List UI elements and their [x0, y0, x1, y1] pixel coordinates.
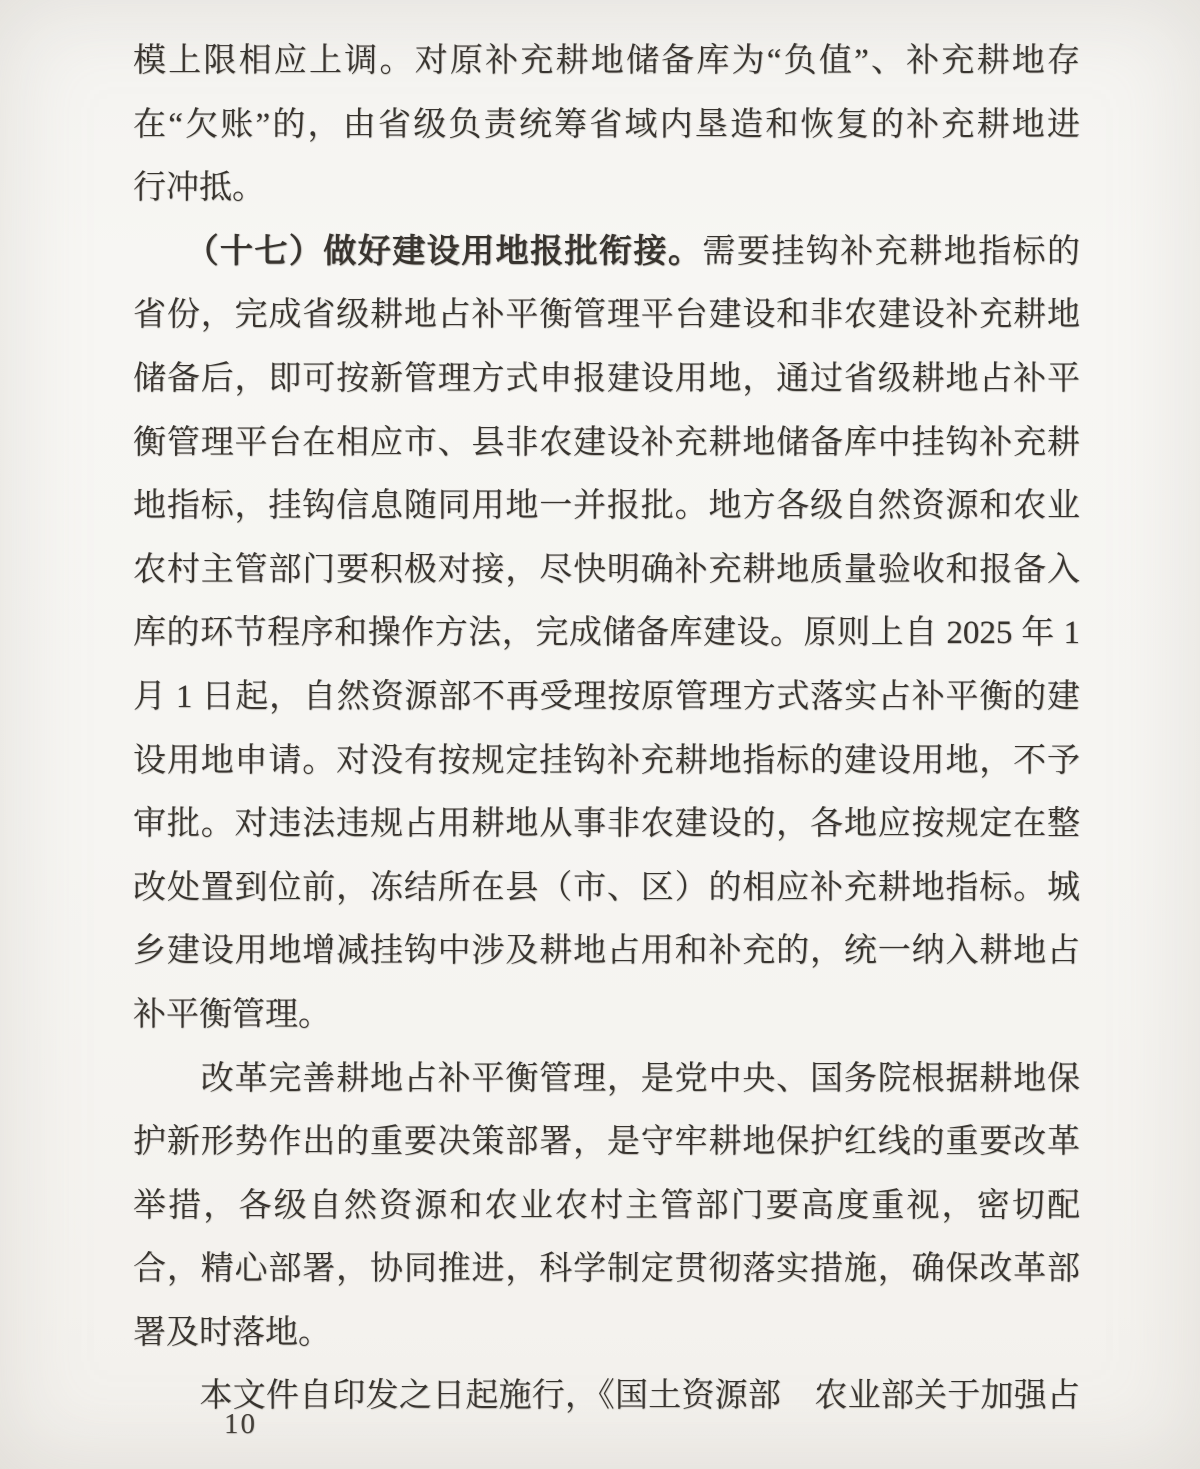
text-line [133, 920, 1080, 984]
text-line [133, 730, 1080, 794]
text-line [133, 157, 1080, 221]
text-line [133, 475, 1080, 539]
body-text: 本文件自印发之日起施行，《国土资源部 农业部关于加强占 [133, 1378, 1080, 1415]
body-text: 举措，各级自然资源和农业农村主管部门要高度重视，密切配 [133, 1187, 1080, 1224]
body-text: 护新形势作出的重要决策部署，是守牢耕地保护红线的重要改革 [133, 1124, 1080, 1161]
text-line [133, 30, 1080, 94]
body-text: 省份，完成省级耕地占补平衡管理平台建设和非农建设补充耕地 [133, 297, 1080, 334]
text-line [133, 1238, 1080, 1302]
body-text: 库的环节程序和操作方法，完成储备库建设。原则上自 2025 年 1 [133, 615, 1080, 652]
text-line [133, 1048, 1080, 1112]
body-text: 乡建设用地增减挂钩中涉及耕地占用和补充的，统一纳入耕地占 [133, 933, 1080, 970]
text-line [133, 1365, 1080, 1429]
text-line [133, 666, 1080, 730]
body-text: 模上限相应上调。对原补充耕地储备库为“负值”、补充耕地存 [133, 43, 1080, 79]
text-line [133, 1111, 1080, 1175]
text-line [133, 284, 1080, 348]
text-line [133, 348, 1080, 412]
body-text: 补平衡管理。 [133, 996, 331, 1033]
body-text: 改革完善耕地占补平衡管理，是党中央、国务院根据耕地保 [133, 1060, 1080, 1097]
body-text: 合，精心部署，协同推进，科学制定贯彻落实措施，确保改革部 [133, 1251, 1080, 1288]
text-line [133, 984, 1080, 1048]
text-line [133, 793, 1080, 857]
text-line [133, 221, 1080, 285]
text-line [133, 857, 1080, 921]
body-text [133, 234, 202, 270]
body-text: 行冲抵。 [133, 170, 265, 207]
text-line [133, 412, 1080, 476]
body-text: 储备后，即可按新管理方式申报建设用地，通过省级耕地占补平 [133, 360, 1080, 397]
document-body [133, 30, 1080, 1429]
body-text: 月 1 日起，自然资源部不再受理按原管理方式落实占补平衡的建 [133, 678, 1080, 715]
text-line [133, 1302, 1080, 1366]
page-number: 10 [224, 1408, 257, 1440]
body-text: 设用地申请。对没有按规定挂钩补充耕地指标的建设用地，不予 [133, 742, 1080, 779]
body-text: 衡管理平台在相应市、县非农建设补充耕地储备库中挂钩补充耕 [133, 424, 1080, 461]
section-heading-text: （十七）做好建设用地报批衔接。 [201, 233, 703, 270]
body-text: 需要挂钩补充耕地指标的 [702, 233, 1080, 270]
body-text: 审批。对违法违规占用耕地从事非农建设的，各地应按规定在整 [133, 806, 1080, 843]
body-text: 署及时落地。 [133, 1314, 331, 1351]
text-line [133, 94, 1080, 158]
body-text: 在“欠账”的，由省级负责统筹省域内垦造和恢复的补充耕地进 [133, 106, 1080, 143]
body-text: 改处置到位前，冻结所在县（市、区）的相应补充耕地指标。城 [133, 869, 1080, 906]
body-text: 地指标，挂钩信息随同用地一并报批。地方各级自然资源和农业 [133, 488, 1080, 525]
text-line [133, 1175, 1080, 1239]
body-text: 农村主管部门要积极对接，尽快明确补充耕地质量验收和报备入 [133, 551, 1080, 588]
text-line [133, 602, 1080, 666]
text-line [133, 539, 1080, 603]
